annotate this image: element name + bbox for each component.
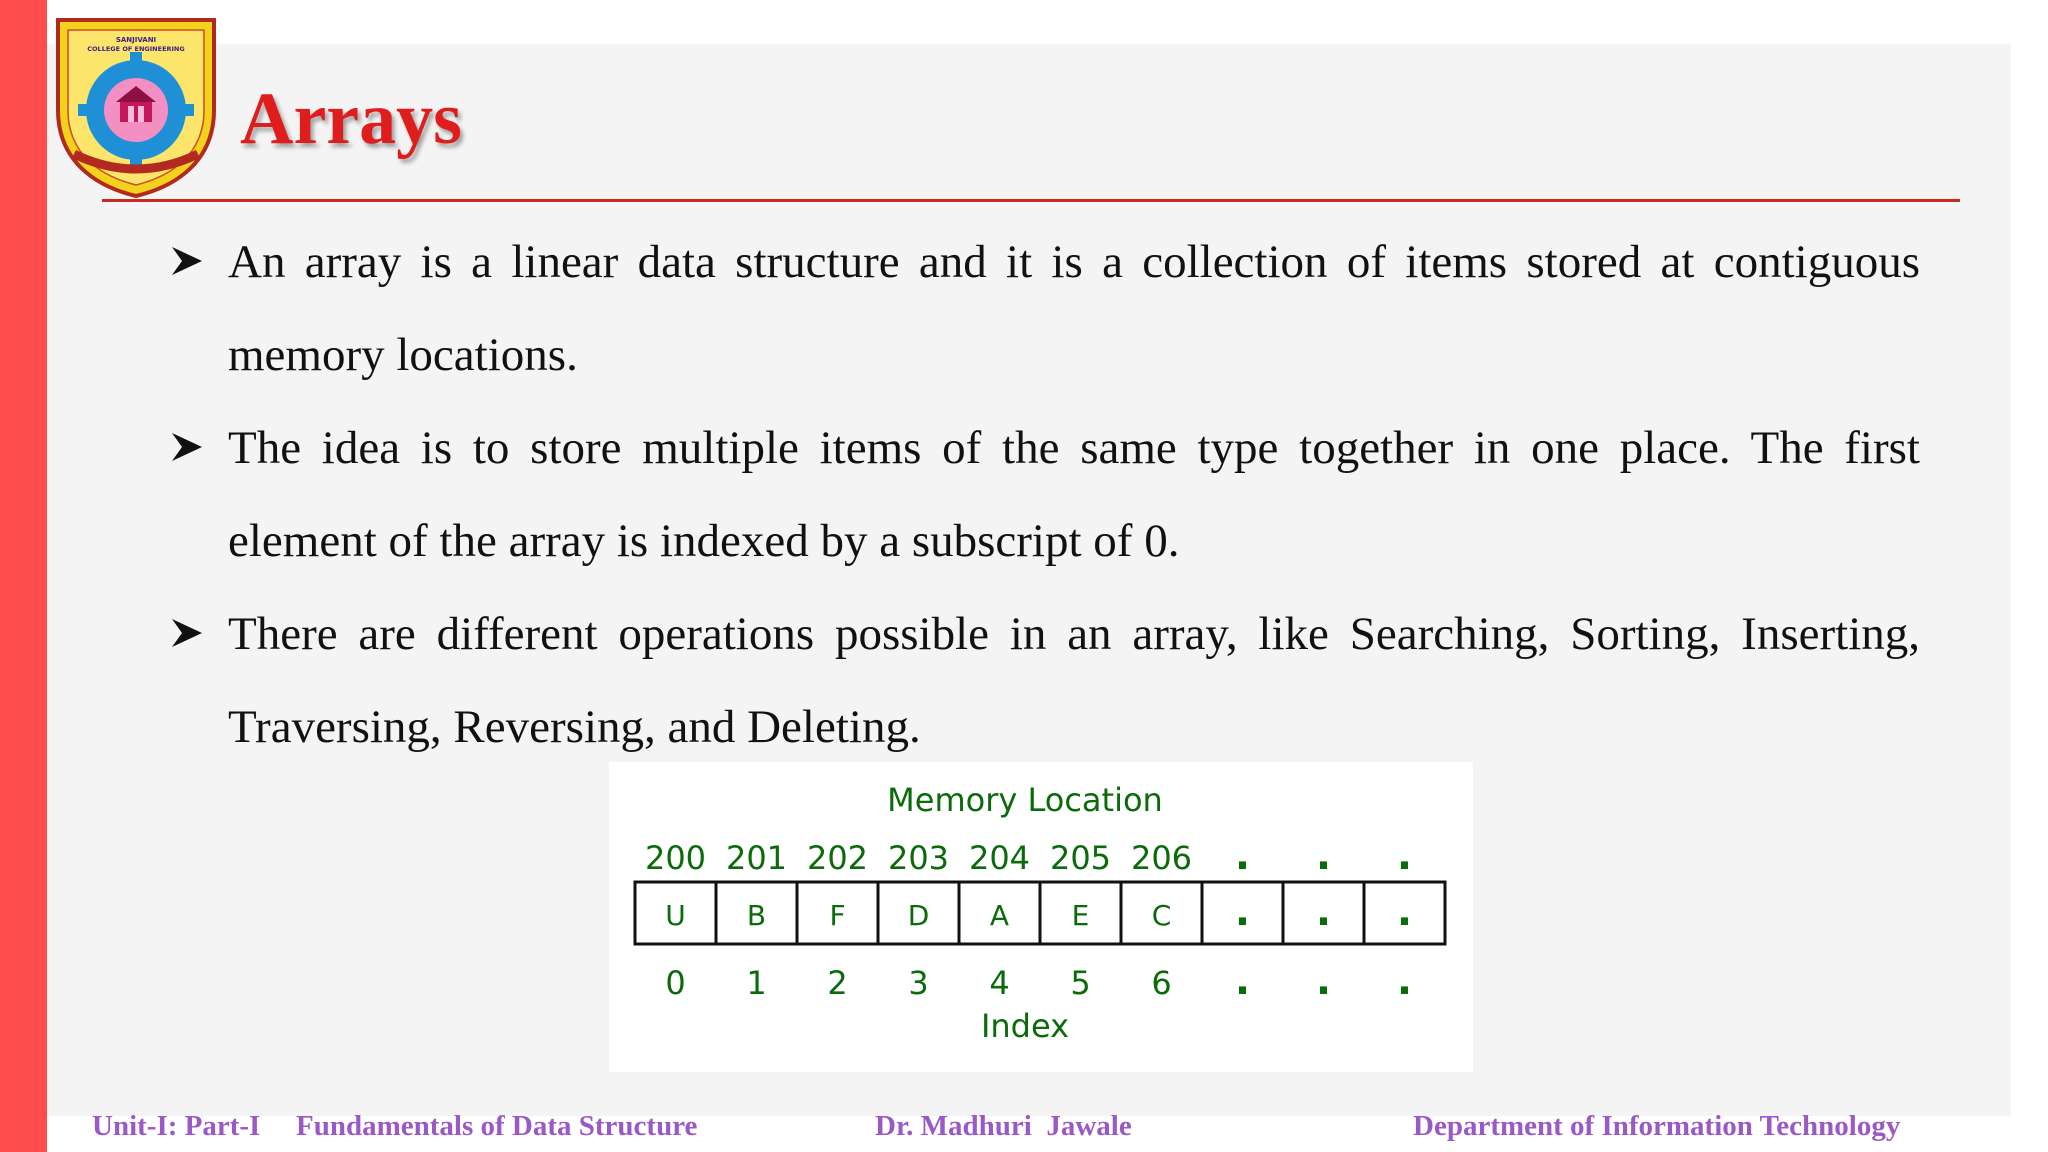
slide-title: Arrays — [240, 78, 462, 160]
memory-address: 204 — [968, 839, 1031, 877]
array-cell-value: U — [665, 899, 686, 932]
array-index: . — [1315, 958, 1332, 1004]
array-cell-value: F — [829, 899, 846, 932]
array-cell-value: . — [1315, 889, 1332, 935]
memory-address: 206 — [1130, 839, 1193, 877]
memory-address: 203 — [887, 839, 950, 877]
array-index: 3 — [908, 964, 929, 1002]
bullet-item — [170, 216, 1920, 402]
memory-address: . — [1315, 833, 1332, 879]
logo-top-text: SANJIVANI — [115, 36, 157, 44]
footer-department: Department of Information Technology — [1413, 1110, 1901, 1142]
array-cell-value: . — [1396, 889, 1413, 935]
array-cell-value: D — [907, 899, 930, 932]
array-index: 5 — [1070, 964, 1091, 1002]
array-index: 1 — [746, 964, 767, 1002]
array-index: . — [1396, 958, 1413, 1004]
left-accent-bar — [0, 0, 47, 1152]
array-index: 0 — [665, 964, 686, 1002]
array-cell-value: B — [746, 899, 767, 932]
footer-course: Fundamentals of Data Structure — [296, 1110, 698, 1142]
logo-sub-text: COLLEGE OF ENGINEERING — [87, 45, 185, 53]
memory-address: 202 — [806, 839, 869, 877]
arrow-bullet-icon — [170, 616, 204, 650]
array-index: 2 — [827, 964, 848, 1002]
memory-address: 205 — [1049, 839, 1112, 877]
memory-address: 200 — [644, 839, 707, 877]
memory-address: 201 — [725, 839, 788, 877]
bullet-text: There are different operations possible in an array, like Searching, Sorting, Inserting, Traversing, Reversing, and Deleting. — [228, 608, 1920, 753]
array-index: 6 — [1151, 964, 1172, 1002]
arrow-bullet-icon — [170, 244, 204, 278]
memory-address: . — [1396, 833, 1413, 879]
bullet-list — [170, 216, 1920, 774]
bullet-item — [170, 402, 1920, 588]
array-cell-value: E — [1071, 899, 1090, 932]
title-divider — [102, 199, 1960, 202]
college-logo — [52, 14, 220, 198]
memory-address: . — [1234, 833, 1251, 879]
array-index: . — [1234, 958, 1251, 1004]
array-cell-value: . — [1234, 889, 1251, 935]
array-cell-value: C — [1151, 899, 1172, 932]
array-memory-diagram — [609, 762, 1473, 1072]
arrow-bullet-icon — [170, 430, 204, 464]
bullet-text: An array is a linear data structure and it is a collection of items stored at contiguous memory locations. — [228, 236, 1920, 381]
footer-unit: Unit-I: Part-I — [92, 1110, 261, 1142]
index-label: Index — [980, 1007, 1070, 1045]
memory-location-label: Memory Location — [887, 781, 1163, 819]
array-cell-value: A — [989, 899, 1010, 932]
bullet-item — [170, 588, 1920, 774]
array-diagram — [609, 762, 1473, 1072]
footer-author: Dr. Madhuri Jawale — [875, 1110, 1132, 1142]
array-index: 4 — [989, 964, 1010, 1002]
bullet-text: The idea is to store multiple items of the same type together in one place. The first element of the array is indexed by a subscript of 0. — [228, 422, 1920, 567]
